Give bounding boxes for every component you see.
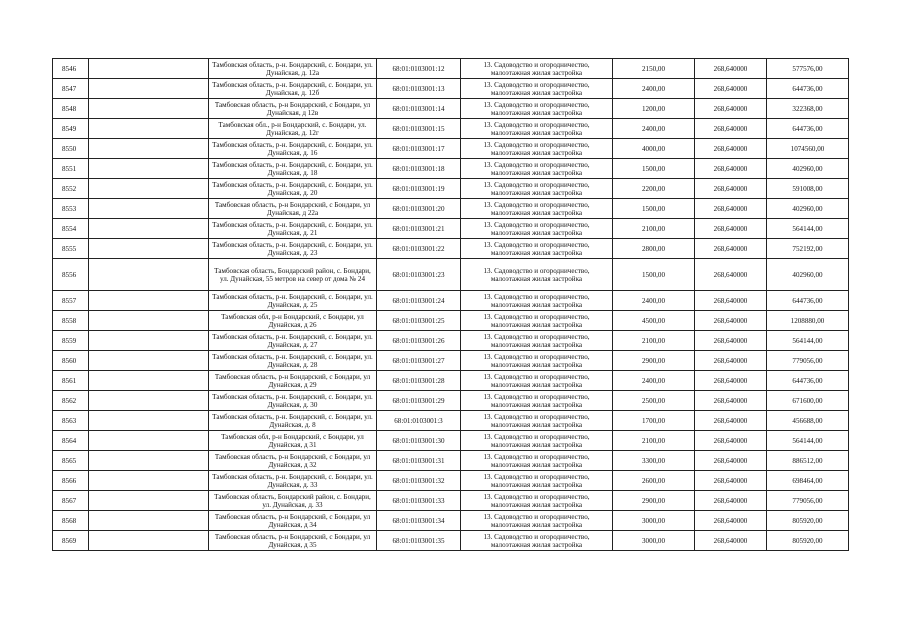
- table-row: [53, 371, 849, 391]
- cadastral-number-cell: 68:01:0103001:25: [377, 311, 461, 331]
- area-cell: 2900,00: [613, 351, 695, 371]
- row-number-cell: 8549: [53, 119, 89, 139]
- cadastral-number-cell: 68:01:0103001:18: [377, 159, 461, 179]
- cadastral-value-cell: 779056,00: [767, 491, 849, 511]
- empty-cell: [89, 391, 209, 411]
- land-use-cell: 13. Садоводство и огородничество, малоэтажная жилая застройка: [461, 331, 613, 351]
- table-row: [53, 291, 849, 311]
- specific-value-cell: 268,640000: [695, 431, 767, 451]
- land-use-cell: 13. Садоводство и огородничество, малоэтажная жилая застройка: [461, 99, 613, 119]
- cadastral-value-cell: 698464,00: [767, 471, 849, 491]
- address-cell: Тамбовская область, р-н. Бондарский, с. Бондари, ул. Дунайская, д. 30: [209, 391, 377, 411]
- land-use-cell: 13. Садоводство и огородничество, малоэтажная жилая застройка: [461, 511, 613, 531]
- empty-cell: [89, 139, 209, 159]
- land-use-cell: 13. Садоводство и огородничество, малоэтажная жилая застройка: [461, 199, 613, 219]
- specific-value-cell: 268,640000: [695, 159, 767, 179]
- table-row: [53, 219, 849, 239]
- empty-cell: [89, 431, 209, 451]
- cadastral-number-cell: 68:01:0103001:14: [377, 99, 461, 119]
- cadastral-number-cell: 68:01:0103001:21: [377, 219, 461, 239]
- address-cell: Тамбовская область, р-н. Бондарский, с. Бондари, ул. Дунайская, д. 23: [209, 239, 377, 259]
- row-number-cell: 8559: [53, 331, 89, 351]
- address-cell: Тамбовская обл, р-н Бондарский, с Бондари, ул Дунайская, д 26: [209, 311, 377, 331]
- area-cell: 2100,00: [613, 219, 695, 239]
- row-number-cell: 8562: [53, 391, 89, 411]
- land-use-cell: 13. Садоводство и огородничество, малоэтажная жилая застройка: [461, 79, 613, 99]
- table-row: [53, 471, 849, 491]
- land-use-cell: 13. Садоводство и огородничество, малоэтажная жилая застройка: [461, 391, 613, 411]
- land-use-cell: 13. Садоводство и огородничество, малоэтажная жилая застройка: [461, 451, 613, 471]
- cadastral-number-cell: 68:01:0103001:28: [377, 371, 461, 391]
- cadastral-number-cell: 68:01:0103001:26: [377, 331, 461, 351]
- specific-value-cell: 268,640000: [695, 391, 767, 411]
- cadastral-value-cell: 402960,00: [767, 199, 849, 219]
- cadastral-number-cell: 68:01:0103001:20: [377, 199, 461, 219]
- specific-value-cell: 268,640000: [695, 219, 767, 239]
- row-number-cell: 8552: [53, 179, 89, 199]
- address-cell: Тамбовская область, р-н. Бондарский, с. Бондари, ул. Дунайская, д. 27: [209, 331, 377, 351]
- cadastral-number-cell: 68:01:0103001:34: [377, 511, 461, 531]
- area-cell: 1700,00: [613, 411, 695, 431]
- specific-value-cell: 268,640000: [695, 491, 767, 511]
- address-cell: Тамбовская область, р-н. Бондарский, с. Бондари, ул. Дунайская, д. 33: [209, 471, 377, 491]
- cadastral-value-cell: 402960,00: [767, 259, 849, 291]
- land-use-cell: 13. Садоводство и огородничество, малоэтажная жилая застройка: [461, 311, 613, 331]
- area-cell: 1500,00: [613, 199, 695, 219]
- empty-cell: [89, 199, 209, 219]
- table-row: [53, 411, 849, 431]
- document-page: [52, 58, 848, 551]
- cadastral-value-cell: 1208880,00: [767, 311, 849, 331]
- area-cell: 3000,00: [613, 511, 695, 531]
- cadastral-number-cell: 68:01:0103001:23: [377, 259, 461, 291]
- address-cell: Тамбовская область, р-н. Бондарский, с. Бондари, ул. Дунайская, д. 12б: [209, 79, 377, 99]
- specific-value-cell: 268,640000: [695, 79, 767, 99]
- land-use-cell: 13. Садоводство и огородничество, малоэтажная жилая застройка: [461, 431, 613, 451]
- cadastral-number-cell: 68:01:0103001:35: [377, 531, 461, 551]
- table-row: [53, 351, 849, 371]
- empty-cell: [89, 219, 209, 239]
- address-cell: Тамбовская область, Бондарский район, с. Бондари, ул. Дунайская, д. 33: [209, 491, 377, 511]
- cadastral-number-cell: 68:01:0103001:13: [377, 79, 461, 99]
- specific-value-cell: 268,640000: [695, 239, 767, 259]
- land-plots-table: [52, 58, 849, 551]
- land-use-cell: 13. Садоводство и огородничество, малоэтажная жилая застройка: [461, 159, 613, 179]
- empty-cell: [89, 451, 209, 471]
- land-use-cell: 13. Садоводство и огородничество, малоэтажная жилая застройка: [461, 239, 613, 259]
- empty-cell: [89, 331, 209, 351]
- cadastral-value-cell: 644736,00: [767, 79, 849, 99]
- land-use-cell: 13. Садоводство и огородничество, малоэтажная жилая застройка: [461, 471, 613, 491]
- cadastral-number-cell: 68:01:0103001:31: [377, 451, 461, 471]
- row-number-cell: 8566: [53, 471, 89, 491]
- cadastral-value-cell: 456688,00: [767, 411, 849, 431]
- empty-cell: [89, 471, 209, 491]
- cadastral-value-cell: 1074560,00: [767, 139, 849, 159]
- empty-cell: [89, 531, 209, 551]
- empty-cell: [89, 311, 209, 331]
- land-use-cell: 13. Садоводство и огородничество, малоэтажная жилая застройка: [461, 119, 613, 139]
- cadastral-value-cell: 564144,00: [767, 331, 849, 351]
- table-row: [53, 431, 849, 451]
- address-cell: Тамбовская область, р-н. Бондарский, с. Бондари, ул. Дунайская, д. 20: [209, 179, 377, 199]
- specific-value-cell: 268,640000: [695, 511, 767, 531]
- table-row: [53, 79, 849, 99]
- cadastral-number-cell: 68:01:0103001:32: [377, 471, 461, 491]
- cadastral-number-cell: 68:01:0103001:12: [377, 59, 461, 79]
- address-cell: Тамбовская область, р-н Бондарский, с Бондари, ул Дунайская, д 34: [209, 511, 377, 531]
- empty-cell: [89, 99, 209, 119]
- row-number-cell: 8551: [53, 159, 89, 179]
- empty-cell: [89, 239, 209, 259]
- specific-value-cell: 268,640000: [695, 411, 767, 431]
- table-row: [53, 239, 849, 259]
- specific-value-cell: 268,640000: [695, 451, 767, 471]
- land-use-cell: 13. Садоводство и огородничество, малоэтажная жилая застройка: [461, 139, 613, 159]
- area-cell: 1500,00: [613, 159, 695, 179]
- land-use-cell: 13. Садоводство и огородничество, малоэтажная жилая застройка: [461, 259, 613, 291]
- land-use-cell: 13. Садоводство и огородничество, малоэтажная жилая застройка: [461, 219, 613, 239]
- cadastral-number-cell: 68:01:0103001:15: [377, 119, 461, 139]
- cadastral-value-cell: 322368,00: [767, 99, 849, 119]
- table-row: [53, 451, 849, 471]
- row-number-cell: 8556: [53, 259, 89, 291]
- area-cell: 4500,00: [613, 311, 695, 331]
- land-use-cell: 13. Садоводство и огородничество, малоэтажная жилая застройка: [461, 59, 613, 79]
- row-number-cell: 8554: [53, 219, 89, 239]
- land-use-cell: 13. Садоводство и огородничество, малоэтажная жилая застройка: [461, 371, 613, 391]
- area-cell: 2400,00: [613, 291, 695, 311]
- specific-value-cell: 268,640000: [695, 291, 767, 311]
- empty-cell: [89, 179, 209, 199]
- empty-cell: [89, 259, 209, 291]
- address-cell: Тамбовская область, р-н. Бондарский, с. Бондари, ул. Дунайская, д. 25: [209, 291, 377, 311]
- cadastral-number-cell: 68:01:0103001:33: [377, 491, 461, 511]
- cadastral-value-cell: 402960,00: [767, 159, 849, 179]
- table-row: [53, 199, 849, 219]
- address-cell: Тамбовская область, р-н Бондарский, с Бондари, ул Дунайская, д 35: [209, 531, 377, 551]
- row-number-cell: 8568: [53, 511, 89, 531]
- table-row: [53, 531, 849, 551]
- land-use-cell: 13. Садоводство и огородничество, малоэтажная жилая застройка: [461, 179, 613, 199]
- area-cell: 3000,00: [613, 531, 695, 551]
- table-row: [53, 159, 849, 179]
- table-body: [53, 59, 849, 551]
- empty-cell: [89, 411, 209, 431]
- empty-cell: [89, 59, 209, 79]
- row-number-cell: 8547: [53, 79, 89, 99]
- area-cell: 2100,00: [613, 431, 695, 451]
- table-row: [53, 311, 849, 331]
- row-number-cell: 8560: [53, 351, 89, 371]
- specific-value-cell: 268,640000: [695, 119, 767, 139]
- empty-cell: [89, 491, 209, 511]
- area-cell: 1500,00: [613, 259, 695, 291]
- specific-value-cell: 268,640000: [695, 371, 767, 391]
- area-cell: 1200,00: [613, 99, 695, 119]
- row-number-cell: 8561: [53, 371, 89, 391]
- cadastral-value-cell: 577576,00: [767, 59, 849, 79]
- area-cell: 2150,00: [613, 59, 695, 79]
- address-cell: Тамбовская область, р-н Бондарский, с Бондари, ул Дунайская, д 12в: [209, 99, 377, 119]
- cadastral-value-cell: 644736,00: [767, 291, 849, 311]
- land-use-cell: 13. Садоводство и огородничество, малоэтажная жилая застройка: [461, 491, 613, 511]
- cadastral-number-cell: 68:01:0103001:27: [377, 351, 461, 371]
- cadastral-number-cell: 68:01:0103001:22: [377, 239, 461, 259]
- area-cell: 4000,00: [613, 139, 695, 159]
- area-cell: 2500,00: [613, 391, 695, 411]
- address-cell: Тамбовская обл, р-н Бондарский, с Бондари, ул Дунайская, д 31: [209, 431, 377, 451]
- area-cell: 2200,00: [613, 179, 695, 199]
- row-number-cell: 8569: [53, 531, 89, 551]
- address-cell: Тамбовская область, Бондарский район, с. Бондари, ул. Дунайская, 55 метров на север от дома № 24: [209, 259, 377, 291]
- cadastral-number-cell: 68:01:0103001:19: [377, 179, 461, 199]
- empty-cell: [89, 159, 209, 179]
- specific-value-cell: 268,640000: [695, 179, 767, 199]
- cadastral-value-cell: 805920,00: [767, 511, 849, 531]
- cadastral-value-cell: 564144,00: [767, 219, 849, 239]
- cadastral-value-cell: 752192,00: [767, 239, 849, 259]
- table-row: [53, 119, 849, 139]
- address-cell: Тамбовская обл., р-н Бондарский, с. Бондари, ул. Дунайская, д. 12г: [209, 119, 377, 139]
- table-row: [53, 139, 849, 159]
- address-cell: Тамбовская область, р-н. Бондарский, с. Бондари, ул. Дунайская, д. 16: [209, 139, 377, 159]
- address-cell: Тамбовская область, р-н. Бондарский, с. Бондари, ул. Дунайская, д. 28: [209, 351, 377, 371]
- specific-value-cell: 268,640000: [695, 351, 767, 371]
- area-cell: 2400,00: [613, 79, 695, 99]
- empty-cell: [89, 351, 209, 371]
- row-number-cell: 8563: [53, 411, 89, 431]
- address-cell: Тамбовская область, р-н. Бондарский, с. Бондари, ул. Дунайская, д. 12а: [209, 59, 377, 79]
- row-number-cell: 8553: [53, 199, 89, 219]
- address-cell: Тамбовская область, р-н Бондарский, с Бондари, ул Дунайская, д 29: [209, 371, 377, 391]
- row-number-cell: 8557: [53, 291, 89, 311]
- address-cell: Тамбовская область, р-н. Бондарский, с. Бондари, ул. Дунайская, д. 8: [209, 411, 377, 431]
- row-number-cell: 8546: [53, 59, 89, 79]
- table-row: [53, 99, 849, 119]
- land-use-cell: 13. Садоводство и огородничество, малоэтажная жилая застройка: [461, 351, 613, 371]
- row-number-cell: 8558: [53, 311, 89, 331]
- address-cell: Тамбовская область, р-н. Бондарский, с. Бондари, ул. Дунайская, д. 21: [209, 219, 377, 239]
- address-cell: Тамбовская область, р-н. Бондарский, с. Бондари, ул. Дунайская, д. 18: [209, 159, 377, 179]
- specific-value-cell: 268,640000: [695, 531, 767, 551]
- row-number-cell: 8564: [53, 431, 89, 451]
- empty-cell: [89, 119, 209, 139]
- area-cell: 2100,00: [613, 331, 695, 351]
- specific-value-cell: 268,640000: [695, 259, 767, 291]
- table-row: [53, 331, 849, 351]
- table-row: [53, 179, 849, 199]
- empty-cell: [89, 511, 209, 531]
- cadastral-number-cell: 68:01:0103001:30: [377, 431, 461, 451]
- area-cell: 2900,00: [613, 491, 695, 511]
- row-number-cell: 8565: [53, 451, 89, 471]
- table-row: [53, 491, 849, 511]
- empty-cell: [89, 291, 209, 311]
- cadastral-number-cell: 68:01:0103001:3: [377, 411, 461, 431]
- area-cell: 2400,00: [613, 119, 695, 139]
- specific-value-cell: 268,640000: [695, 199, 767, 219]
- area-cell: 3300,00: [613, 451, 695, 471]
- empty-cell: [89, 371, 209, 391]
- row-number-cell: 8548: [53, 99, 89, 119]
- cadastral-value-cell: 644736,00: [767, 119, 849, 139]
- area-cell: 2400,00: [613, 371, 695, 391]
- land-use-cell: 13. Садоводство и огородничество, малоэтажная жилая застройка: [461, 411, 613, 431]
- empty-cell: [89, 79, 209, 99]
- cadastral-number-cell: 68:01:0103001:17: [377, 139, 461, 159]
- specific-value-cell: 268,640000: [695, 139, 767, 159]
- specific-value-cell: 268,640000: [695, 331, 767, 351]
- row-number-cell: 8567: [53, 491, 89, 511]
- cadastral-value-cell: 886512,00: [767, 451, 849, 471]
- cadastral-value-cell: 644736,00: [767, 371, 849, 391]
- row-number-cell: 8555: [53, 239, 89, 259]
- table-row: [53, 511, 849, 531]
- specific-value-cell: 268,640000: [695, 471, 767, 491]
- land-use-cell: 13. Садоводство и огородничество, малоэтажная жилая застройка: [461, 291, 613, 311]
- land-use-cell: 13. Садоводство и огородничество, малоэтажная жилая застройка: [461, 531, 613, 551]
- specific-value-cell: 268,640000: [695, 311, 767, 331]
- cadastral-number-cell: 68:01:0103001:24: [377, 291, 461, 311]
- cadastral-value-cell: 671600,00: [767, 391, 849, 411]
- cadastral-value-cell: 805920,00: [767, 531, 849, 551]
- row-number-cell: 8550: [53, 139, 89, 159]
- table-row: [53, 259, 849, 291]
- address-cell: Тамбовская область, р-н Бондарский, с Бондари, ул Дунайская, д 32: [209, 451, 377, 471]
- specific-value-cell: 268,640000: [695, 59, 767, 79]
- address-cell: Тамбовская область, р-н Бондарский, с Бондари, ул Дунайская, д 22а: [209, 199, 377, 219]
- cadastral-value-cell: 591008,00: [767, 179, 849, 199]
- cadastral-number-cell: 68:01:0103001:29: [377, 391, 461, 411]
- table-row: [53, 59, 849, 79]
- table-row: [53, 391, 849, 411]
- specific-value-cell: 268,640000: [695, 99, 767, 119]
- area-cell: 2800,00: [613, 239, 695, 259]
- cadastral-value-cell: 564144,00: [767, 431, 849, 451]
- cadastral-value-cell: 779056,00: [767, 351, 849, 371]
- area-cell: 2600,00: [613, 471, 695, 491]
